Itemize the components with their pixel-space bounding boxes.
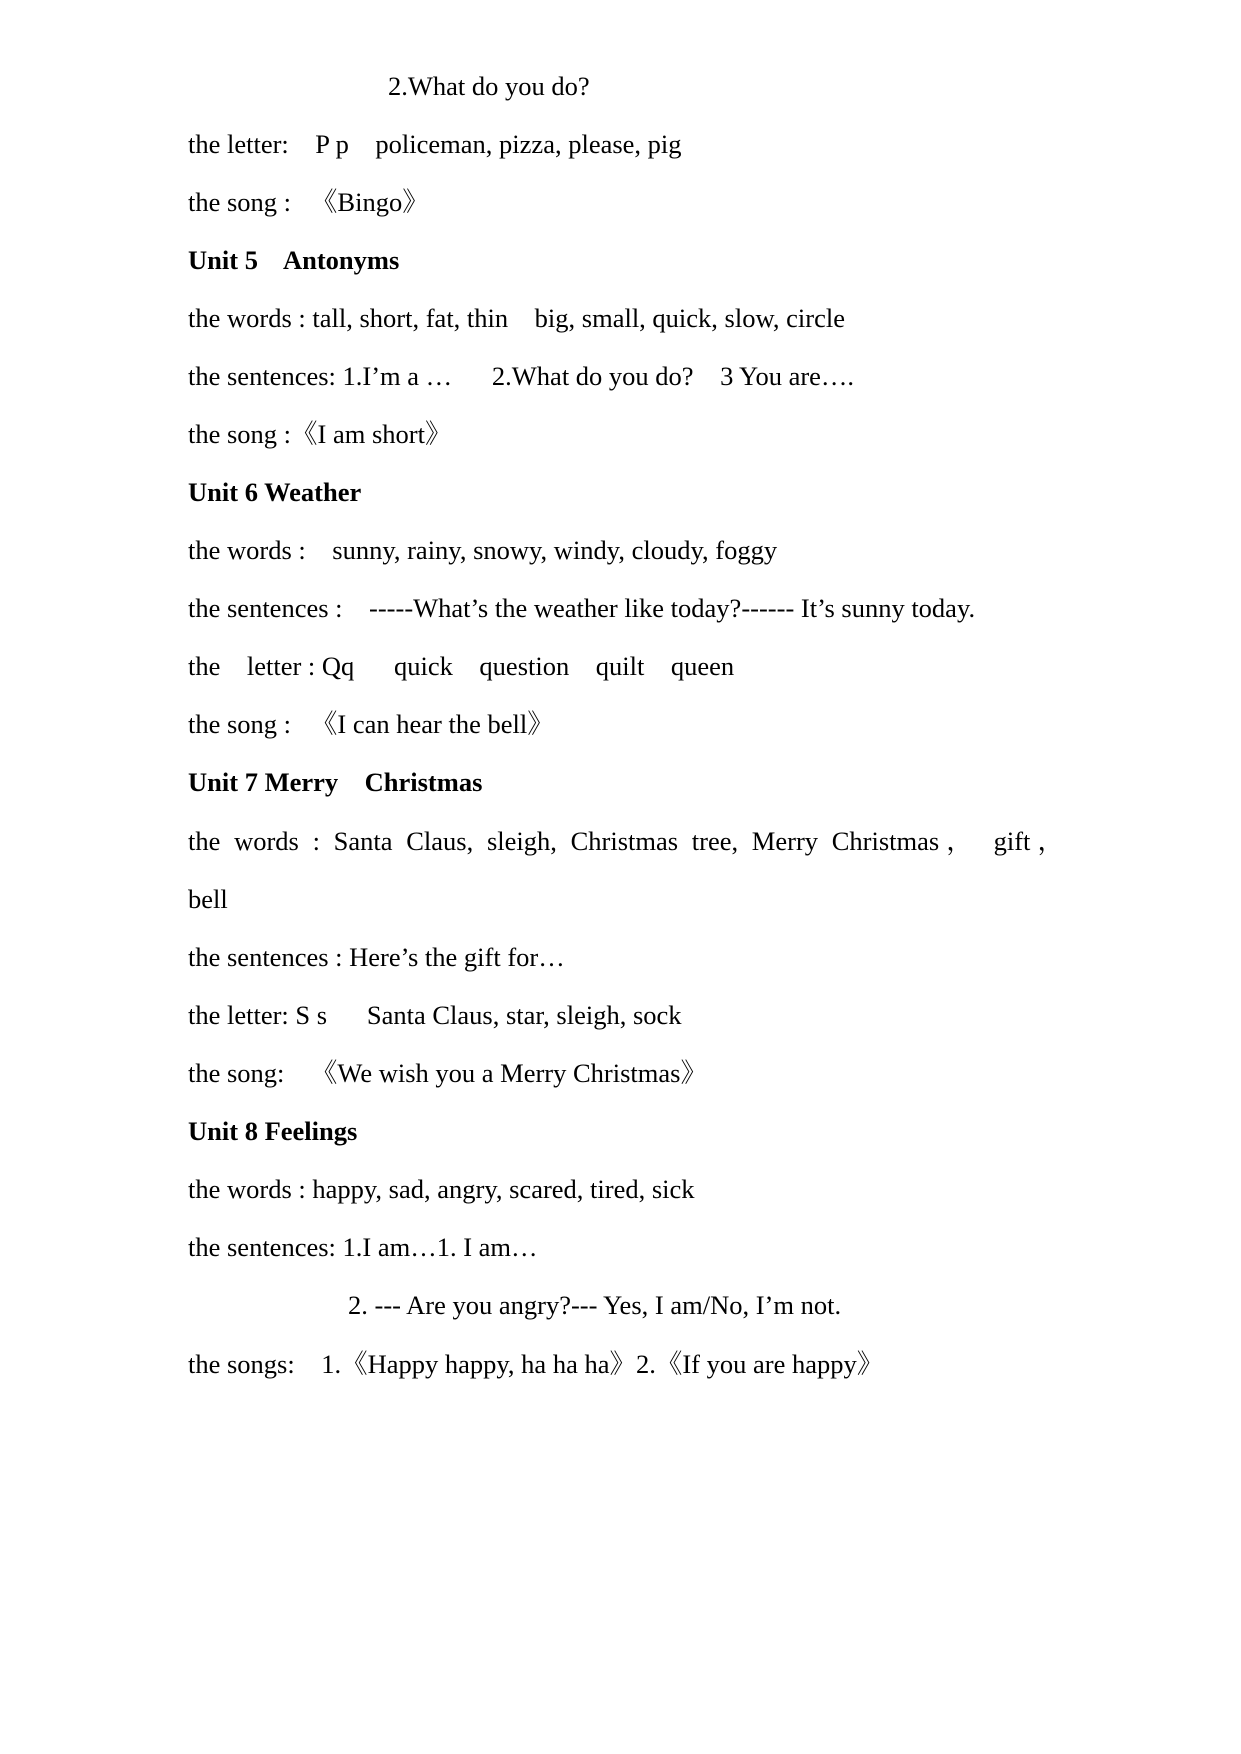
- letter-line: the letter: P p policeman, pizza, please, pig: [188, 129, 682, 159]
- sentence-line: 2.What do you do?: [388, 71, 590, 101]
- song-line: the song : 《Bingo》: [188, 187, 429, 217]
- words-line: the words : tall, short, fat, thin big, small, quick, slow, circle: [188, 303, 845, 333]
- unit-heading: Unit 6 Weather: [188, 477, 362, 507]
- unit-heading: Unit 8 Feelings: [188, 1116, 358, 1146]
- song-line: the song: 《We wish you a Merry Christmas》: [188, 1058, 707, 1088]
- words-line: the words : happy, sad, angry, scared, tired, sick: [188, 1174, 695, 1204]
- letter-line: the letter: S s Santa Claus, star, sleigh, sock: [188, 1000, 682, 1030]
- songs-line: the songs: 1.《Happy happy, ha ha ha》2.《If you are happy》: [188, 1349, 884, 1379]
- unit-heading: Unit 5 Antonyms: [188, 245, 400, 275]
- words-line: the words : Santa Claus, sleigh, Christmas tree, Merry Christmas， gift，: [188, 826, 1064, 856]
- sentences-line: the sentences: 1.I’m a … 2.What do you do? 3 You are….: [188, 361, 855, 391]
- sentences-line: the sentences : -----What’s the weather like today?------ It’s sunny today.: [188, 593, 976, 623]
- words-line: the words : sunny, rainy, snowy, windy, cloudy, foggy: [188, 535, 778, 565]
- sentences-line: the sentences: 1.I am…1. I am…: [188, 1232, 538, 1262]
- sentences-line: the sentences : Here’s the gift for…: [188, 942, 565, 972]
- letter-line: the letter : Qq quick question quilt queen: [188, 651, 735, 681]
- song-line: the song : 《I can hear the bell》: [188, 709, 554, 739]
- words-line-continued: bell: [188, 884, 228, 914]
- song-line: the song :《I am short》: [188, 419, 452, 449]
- sentence-line: 2. --- Are you angry?--- Yes, I am/No, I’m not.: [348, 1290, 842, 1320]
- unit-heading: Unit 7 Merry Christmas: [188, 767, 483, 797]
